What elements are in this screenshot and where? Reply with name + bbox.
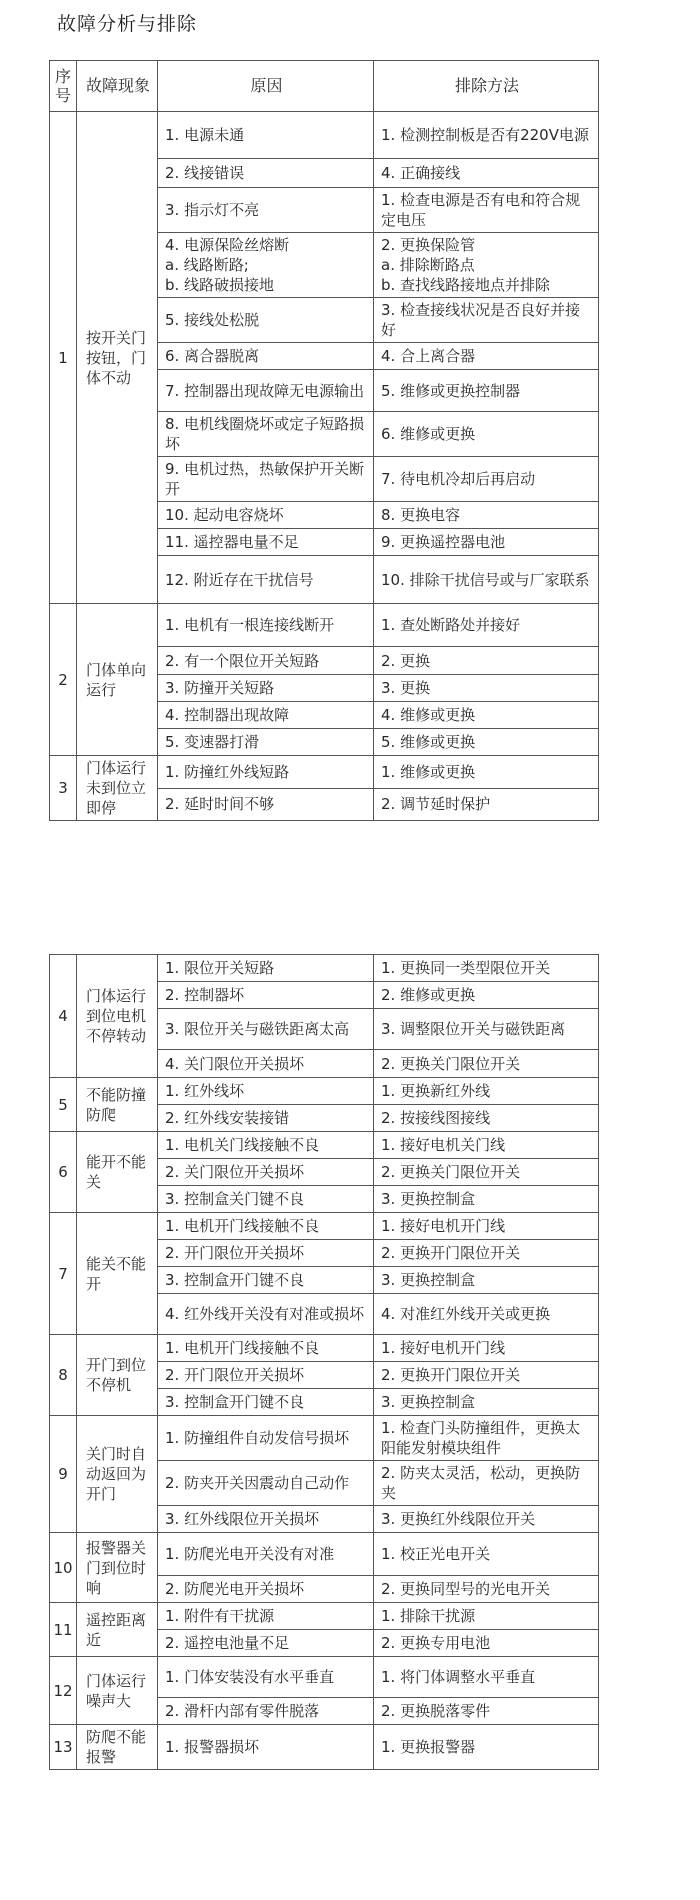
fault-cause: 3. 防撞开关短路 [158,675,374,702]
fault-row [50,1078,599,1105]
fault-fix: 2. 更换 [374,647,599,675]
header-no: 序 号 [50,61,77,112]
fault-fix: 1. 维修或更换 [374,756,599,789]
fault-fix: 3. 调整限位开关与磁铁距离 [374,1009,599,1050]
header-cause: 原因 [158,61,374,112]
fault-fix: 1. 检测控制板是否有220V电源 [374,112,599,159]
fault-row [50,1657,599,1698]
fault-fix: 2. 按接线图接线 [374,1105,599,1132]
fault-cause: 1. 防撞红外线短路 [158,756,374,789]
fault-cause: 12. 附近存在干扰信号 [158,556,374,604]
fault-cause: 2. 防夹开关因震动自己动作 [158,1461,374,1506]
page-title: 故障分析与排除 [57,13,198,35]
fault-cause: 2. 滑杆内部有零件脱落 [158,1698,374,1725]
fault-row [50,604,599,647]
fault-cause: 3. 红外线限位开关损坏 [158,1506,374,1533]
header-row [50,61,599,112]
fault-cause: 1. 电机有一根连接线断开 [158,604,374,647]
fault-cause: 2. 延时时间不够 [158,788,374,821]
fault-fix: 1. 接好电机开门线 [374,1335,599,1362]
header-fix: 排除方法 [374,61,599,112]
fault-fix: 2. 防夹太灵活，松动，更换防夹 [374,1461,599,1506]
header-symptom: 故障现象 [77,61,158,112]
fault-row [50,1725,599,1770]
fault-row [50,1533,599,1576]
group-number: 7 [50,1213,77,1335]
group-number: 11 [50,1603,77,1657]
fault-symptom: 门体单向 运行 [77,604,158,756]
fault-row [50,1416,599,1461]
fault-cause: 11. 遥控器电量不足 [158,529,374,556]
fault-cause: 1. 电源未通 [158,112,374,159]
fault-cause: 2. 遥控电池量不足 [158,1630,374,1657]
fault-symptom: 防爬不能 报警 [77,1725,158,1770]
fault-table-part-1 [49,60,599,821]
fault-fix: 1. 更换同一类型限位开关 [374,955,599,982]
fault-fix: 4. 维修或更换 [374,702,599,729]
group-number: 2 [50,604,77,756]
fault-fix: 3. 更换红外线限位开关 [374,1506,599,1533]
group-number: 6 [50,1132,77,1213]
fault-fix: 2. 调节延时保护 [374,788,599,821]
fault-symptom: 门体运行 噪声大 [77,1657,158,1725]
fault-fix: 4. 对准红外线开关或更换 [374,1294,599,1335]
fault-fix: 2. 更换关门限位开关 [374,1050,599,1078]
fault-cause: 2. 开门限位开关损坏 [158,1362,374,1389]
fault-cause: 2. 有一个限位开关短路 [158,647,374,675]
fault-cause: 1. 防撞组件自动发信号损坏 [158,1416,374,1461]
fault-row [50,955,599,982]
fault-cause: 1. 限位开关短路 [158,955,374,982]
fault-cause: 3. 指示灯不亮 [158,188,374,233]
fault-row [50,112,599,159]
fault-cause: 5. 变速器打滑 [158,729,374,756]
fault-fix: 9. 更换遥控器电池 [374,529,599,556]
group-number: 1 [50,112,77,604]
fault-fix: 1. 排除干扰源 [374,1603,599,1630]
fault-cause: 7. 控制器出现故障无电源输出 [158,370,374,412]
fault-fix: 4. 正确接线 [374,159,599,188]
fault-symptom: 关门时自 动返回为 开门 [77,1416,158,1533]
fault-symptom: 能开不能 关 [77,1132,158,1213]
group-number: 8 [50,1335,77,1416]
fault-cause: 1. 电机开门线接触不良 [158,1335,374,1362]
fault-symptom: 门体运行 到位电机 不停转动 [77,955,158,1078]
fault-fix: 3. 检查接线状况是否良好并接好 [374,298,599,343]
fault-fix: 5. 维修或更换 [374,729,599,756]
fault-fix: 2. 更换关门限位开关 [374,1159,599,1186]
fault-fix: 7. 待电机冷却后再启动 [374,457,599,502]
group-number: 12 [50,1657,77,1725]
fault-fix: 1. 查处断路处并接好 [374,604,599,647]
fault-cause: 6. 离合器脱离 [158,343,374,370]
fault-fix: 3. 更换控制盒 [374,1267,599,1294]
fault-cause: 10. 起动电容烧坏 [158,502,374,529]
fault-cause: 2. 防爬光电开关损坏 [158,1576,374,1603]
fault-cause: 2. 关门限位开关损坏 [158,1159,374,1186]
fault-fix: 2. 更换保险管 a. 排除断路点 b. 查找线路接地点并排除 [374,233,599,298]
fault-cause: 1. 附件有干扰源 [158,1603,374,1630]
fault-cause: 2. 开门限位开关损坏 [158,1240,374,1267]
fault-row [50,1603,599,1630]
fault-cause: 8. 电机线圈烧坏或定子短路损坏 [158,412,374,457]
fault-fix: 1. 接好电机关门线 [374,1132,599,1159]
fault-symptom: 不能防撞 防爬 [77,1078,158,1132]
fault-symptom: 遥控距离 近 [77,1603,158,1657]
fault-fix: 2. 更换开门限位开关 [374,1240,599,1267]
fault-fix: 2. 更换开门限位开关 [374,1362,599,1389]
fault-fix: 1. 接好电机开门线 [374,1213,599,1240]
fault-cause: 3. 控制盒关门键不良 [158,1186,374,1213]
fault-fix: 1. 更换报警器 [374,1725,599,1770]
fault-cause: 2. 控制器坏 [158,982,374,1009]
fault-fix: 6. 维修或更换 [374,412,599,457]
fault-fix: 10. 排除干扰信号或与厂家联系 [374,556,599,604]
fault-row [50,1132,599,1159]
fault-cause: 1. 门体安装没有水平垂直 [158,1657,374,1698]
fault-fix: 3. 更换控制盒 [374,1389,599,1416]
group-number: 4 [50,955,77,1078]
fault-fix: 2. 更换同型号的光电开关 [374,1576,599,1603]
fault-cause: 1. 电机关门线接触不良 [158,1132,374,1159]
fault-cause: 9. 电机过热，热敏保护开关断开 [158,457,374,502]
fault-symptom: 按开关门 按钮，门 体不动 [77,112,158,604]
fault-cause: 4. 电源保险丝熔断 a. 线路断路; b. 线路破损接地 [158,233,374,298]
fault-fix: 1. 校正光电开关 [374,1533,599,1576]
fault-fix: 1. 将门体调整水平垂直 [374,1657,599,1698]
fault-cause: 1. 防爬光电开关没有对准 [158,1533,374,1576]
fault-symptom: 门体运行 未到位立 即停 [77,756,158,821]
fault-cause: 3. 控制盒开门键不良 [158,1267,374,1294]
group-number: 5 [50,1078,77,1132]
fault-cause: 3. 控制盒开门键不良 [158,1389,374,1416]
fault-cause: 2. 红外线安装接错 [158,1105,374,1132]
fault-fix: 3. 更换控制盒 [374,1186,599,1213]
fault-fix: 4. 合上离合器 [374,343,599,370]
fault-symptom: 报警器关 门到位时 响 [77,1533,158,1603]
fault-symptom: 能关不能 开 [77,1213,158,1335]
group-number: 10 [50,1533,77,1603]
fault-fix: 8. 更换电容 [374,502,599,529]
fault-fix: 2. 维修或更换 [374,982,599,1009]
fault-fix: 3. 更换 [374,675,599,702]
fault-fix: 1. 检查电源是否有电和符合规定电压 [374,188,599,233]
fault-cause: 1. 红外线坏 [158,1078,374,1105]
fault-fix: 2. 更换专用电池 [374,1630,599,1657]
fault-fix: 1. 更换新红外线 [374,1078,599,1105]
fault-cause: 1. 电机开门线接触不良 [158,1213,374,1240]
fault-row [50,1335,599,1362]
fault-cause: 4. 红外线开关没有对准或损坏 [158,1294,374,1335]
fault-cause: 1. 报警器损坏 [158,1725,374,1770]
fault-row [50,756,599,789]
group-number: 13 [50,1725,77,1770]
group-number: 9 [50,1416,77,1533]
fault-cause: 4. 控制器出现故障 [158,702,374,729]
fault-row [50,1213,599,1240]
fault-fix: 5. 维修或更换控制器 [374,370,599,412]
fault-fix: 1. 检查门头防撞组件，更换太阳能发射模块组件 [374,1416,599,1461]
fault-cause: 5. 接线处松脱 [158,298,374,343]
fault-fix: 2. 更换脱落零件 [374,1698,599,1725]
fault-table-part-2 [49,954,599,1770]
fault-symptom: 开门到位 不停机 [77,1335,158,1416]
fault-cause: 4. 关门限位开关损坏 [158,1050,374,1078]
fault-cause: 2. 线接错误 [158,159,374,188]
group-number: 3 [50,756,77,821]
fault-cause: 3. 限位开关与磁铁距离太高 [158,1009,374,1050]
